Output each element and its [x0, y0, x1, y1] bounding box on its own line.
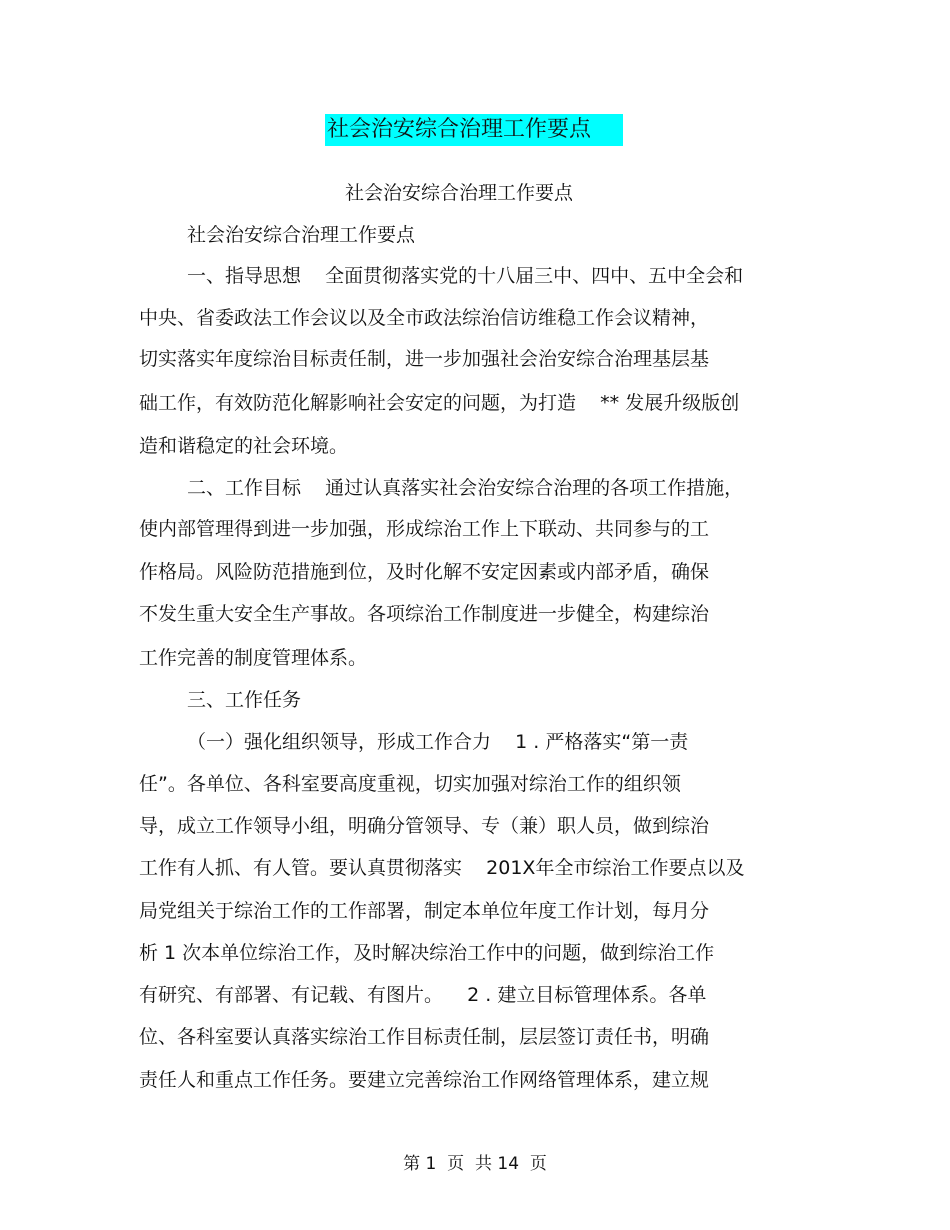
document-title-highlighted: 社会治安综合治理工作要点 [325, 114, 623, 146]
body-line-11: 工作完善的制度管理体系。 [139, 647, 368, 669]
body-line-14: 任”。各单位、各科室要高度重视，切实加强对综治工作的组织领 [139, 773, 681, 795]
body-line-2: 一、指导思想 全面贯彻落实党的十八届三中、四中、五中全会和 [187, 265, 744, 287]
page-number-footer: 第 1 页 共 14 页 [403, 1154, 547, 1174]
body-line-8: 使内部管理得到进一步加强，形成综治工作上下联动、共同参与的工 [139, 518, 710, 540]
body-line-10: 不发生重大安全生产事故。各项综治工作制度进一步健全，构建综治 [139, 603, 710, 625]
body-line-17: 局党组关于综治工作的工作部署，制定本单位年度工作计划，每月分 [139, 900, 710, 922]
body-line-9: 作格局。风险防范措施到位，及时化解不安定因素或内部矛盾，确保 [139, 561, 710, 583]
body-line-13: （一）强化组织领导，形成工作合力 1 . 严格落实“第一责 [187, 731, 689, 753]
document-subtitle: 社会治安综合治理工作要点 [345, 182, 574, 204]
body-line-16: 工作有人抓、有人管。要认真贯彻落实 201X年全市综治工作要点以及 [139, 857, 745, 879]
body-line-19: 有研究、有部署、有记载、有图片。 2 . 建立目标管理体系。各单 [139, 984, 707, 1006]
body-line-5: 础工作，有效防范化解影响社会安定的问题，为打造 ** 发展升级版创 [139, 392, 740, 414]
body-line-15: 导，成立工作领导小组，明确分管领导、专（兼）职人员，做到综治 [139, 815, 710, 837]
body-line-12: 三、工作任务 [187, 689, 302, 711]
body-line-6: 造和谐稳定的社会环境。 [139, 435, 349, 457]
body-line-3: 中央、省委政法工作会议以及全市政法综治信访维稳工作会议精神， [139, 307, 710, 329]
body-line-7: 二、工作目标 通过认真落实社会治安综合治理的各项工作措施， [187, 477, 744, 499]
body-line-1: 社会治安综合治理工作要点 [187, 224, 416, 246]
body-line-4: 切实落实年度综治目标责任制，进一步加强社会治安综合治理基层基 [139, 348, 710, 370]
body-line-18: 析 1 次本单位综治工作，及时解决综治工作中的问题，做到综治工作 [139, 942, 715, 964]
body-line-20: 位、各科室要认真落实综治工作目标责任制，层层签订责任书，明确 [139, 1026, 710, 1048]
body-line-21: 责任人和重点工作任务。要建立完善综治工作网络管理体系，建立规 [139, 1069, 710, 1091]
